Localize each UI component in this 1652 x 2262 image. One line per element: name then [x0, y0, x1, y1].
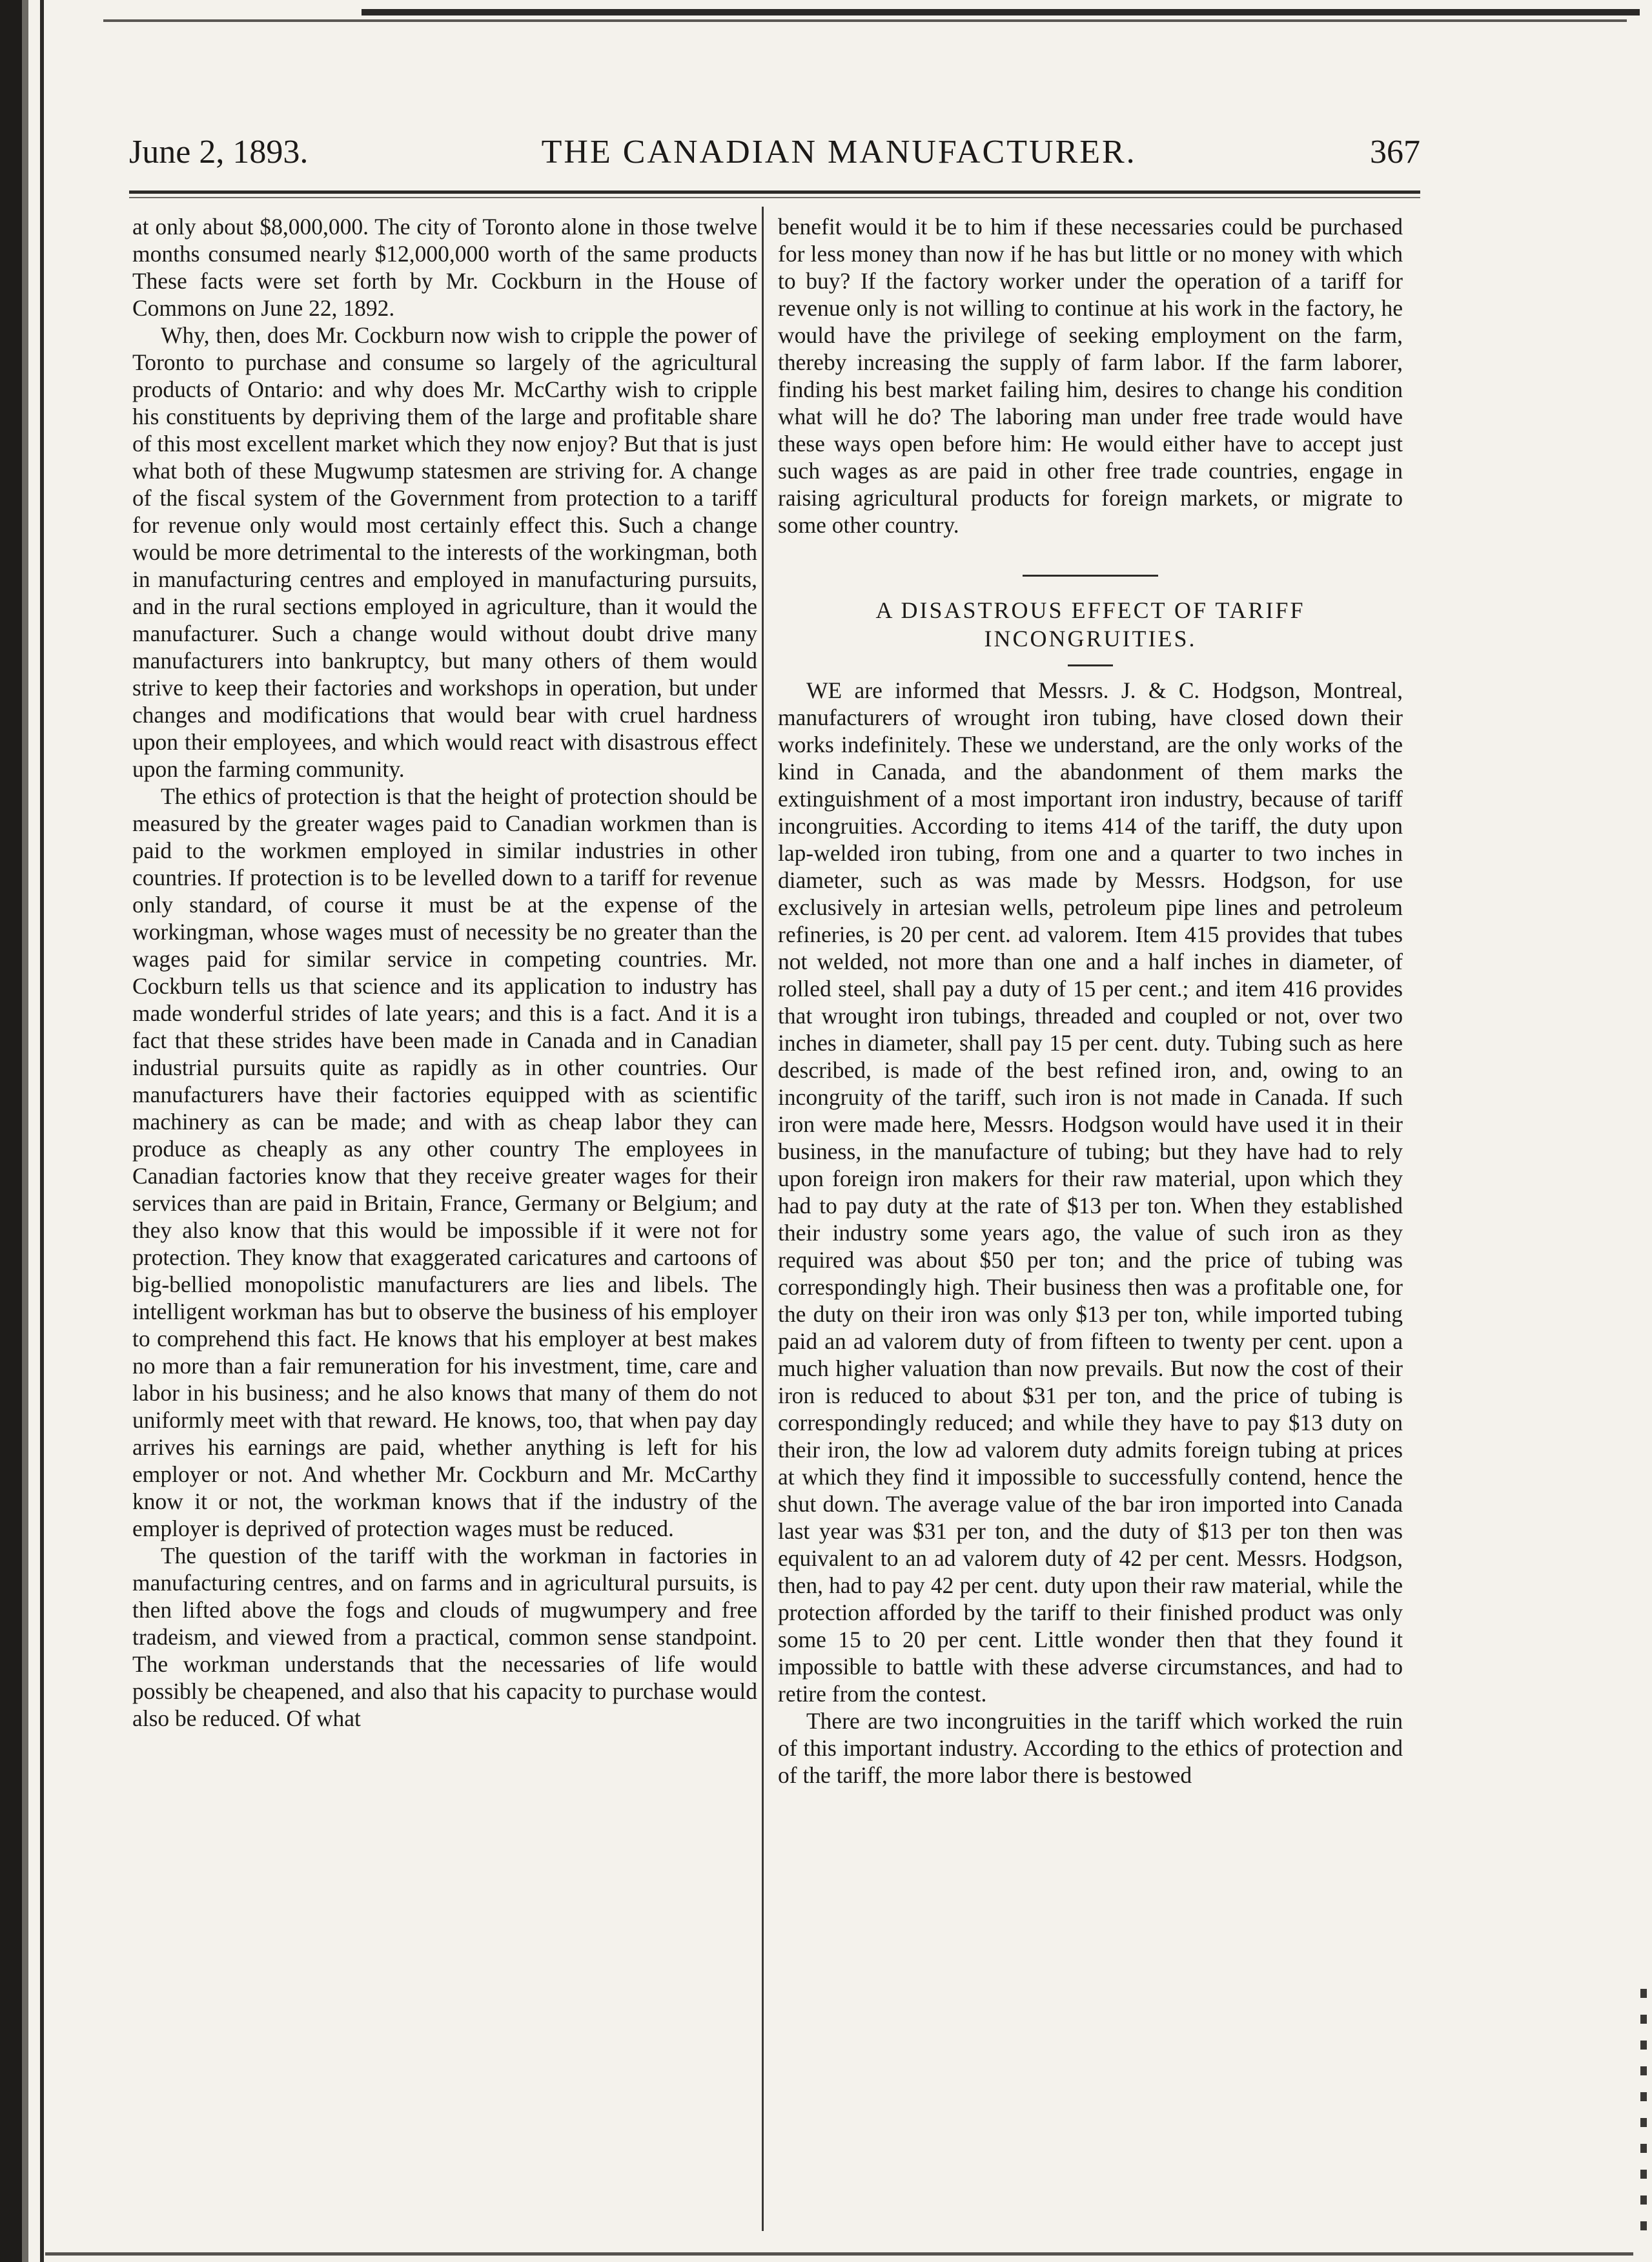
header-rule	[129, 190, 1420, 194]
publication-title: THE CANADIAN MANUFACTURER.	[541, 133, 1137, 170]
margin-rule	[40, 0, 44, 2262]
page-header	[129, 126, 1420, 178]
column-divider	[762, 207, 764, 2231]
page-number: 367	[1370, 133, 1420, 170]
right-column	[778, 213, 1403, 1789]
paragraph: The ethics of protection is that the height of protection should be measured by the greater wages paid to Canadian workmen than is paid to the workmen employed in similar industries in other countries. If protection is to be levelled down to a tariff for revenue only standard, of course it must be at the expense of the workingman, whose wages must of necessity be no greater than the wages paid for similar service in competing countries. Mr. Cockburn tells us that science and its application to industry has made wonderful strides of late years; and this is a fact. And it is a fact that these strides have been made in Canada and in Canadian industrial pursuits quite as rapidly as in other countries. Our manufacturers have their factories equipped with as scientific machinery as can be made; and with as cheap labor they can produce as cheaply as any other country The employees in Canadian factories know that they receive greater wages for their services than are paid in Britain, France, Germany or Belgium; and they also know that this would be impossible if it were not for protection. They know that exaggerated caricatures and cartoons of big-bellied monopolistic manufacturers are lies and libels. The intelligent workman has but to observe the business of his employer to comprehend this fact. He knows that his employer at best makes no more than a fair remuneration for his investment, time, care and labor in his business; and he also knows that many of them do not uniformly meet with that reward. He knows, too, that when pay day arrives his earnings are paid, whether anything is left for his employer or not. And whether Mr. Cockburn and Mr. McCarthy know it or not, the workman knows that if the industry of the employer is deprived of protection wages must be reduced.	[132, 783, 757, 1541]
paragraph: There are two incongruities in the tariff which worked the ruin of this important industry. According to the ethics of protection and of the tariff, the more labor there is bestowed	[778, 1708, 1403, 1788]
paragraph: The question of the tariff with the workman in factories in manufacturing centres, and on farms and in agricultural pursuits, is then lifted above the fogs and clouds of mugwumpery and free tradeism, and viewed from a practical, common sense standpoint. The workman understands that the necessaries of life would possibly be cheapened, and also that his capacity to purchase would also be reduced. Of what	[132, 1543, 757, 1731]
section-divider	[1023, 575, 1158, 577]
binding-shadow	[22, 0, 28, 2262]
paragraph: Why, then, does Mr. Cockburn now wish to cripple the power of Toronto to purchase and consume so largely of the agricultural products of Ontario: and why does Mr. McCarthy wish to cripple his constituents by depriving them of the large and profitable share of this most excellent market which they now enjoy? But that is just what both of these Mugwump statesmen are striving for. A change of the fiscal system of the Government from protection to a tariff for revenue only would most certainly effect this. Such a change would be more detrimental to the interests of the workingman, both in manufacturing centres and employed in manufacturing pursuits, and in the rural sections employed in agriculture, than it would the manufacturer. Such a change would without doubt drive many manufacturers into bankruptcy, but many others of them would strive to keep their factories and workshops in operation, but under changes and modifications that would bear with cruel hardness upon their employees, and which would react with disastrous effect upon the farming community.	[132, 322, 757, 782]
article-headline: A DISASTROUS EFFECT OF TARIFF INCONGRUITIES.	[875, 597, 1305, 652]
header-rule-thin	[129, 197, 1420, 198]
binding-edge	[0, 0, 22, 2262]
paragraph: benefit would it be to him if these necessaries could be purchased for less money than now if he has but little or no money with which to buy? If the factory worker under the operation of a tariff for revenue only is not willing to continue at his work in the factory, he would have the privilege of seeking employment on the farm, thereby increasing the supply of farm labor. If the farm laborer, finding his best market failing him, desires to change his condition what will he do? The laboring man under free trade would have these ways open before him: He would either have to accept just such wages as are paid in other free trade countries, engage in raising agricultural products for foreign markets, or migrate to some other country.	[778, 214, 1403, 538]
scan-artifact-right	[1640, 1989, 1647, 2234]
issue-date: June 2, 1893.	[129, 133, 309, 170]
paragraph: WE are informed that Messrs. J. & C. Hodgson, Montreal, manufacturers of wrought iron tubing, have closed down their works indefinitely. These we understand, are the only works of the kind in Canada, and the abandonment of them marks the extinguishment of a most important iron industry, because of tariff incongruities. According to items 414 of the tariff, the duty upon lap-welded iron tubing, from one and a quarter to two inches in diameter, such as was made by Messrs. Hodgson, for use exclusively in artesian wells, petroleum pipe lines and petroleum refineries, is 20 per cent. ad valorem. Item 415 provides that tubes not welded, not more than one and a half inches in diameter, of rolled steel, shall pay a duty of 15 per cent.; and item 416 provides that wrought iron tubings, threaded and coupled or not, over two inches in diameter, shall pay 15 per cent. duty. Tubing such as here described, is made of the best refined iron, and, owing to an incongruity of the tariff, such iron is not made in Canada. If such iron were made here, Messrs. Hodgson would have used it in their business, in the manufacture of tubing; but they have had to rely upon foreign iron makers for their raw material, upon which they had to pay duty at the rate of $13 per ton. When they established their industry some years ago, the value of such iron as they required was about $50 per ton; and the price of tubing was correspondingly high. Their business then was a profitable one, for the duty on their iron was only $13 per ton, while imported tubing paid an ad valorem duty of from fifteen to twenty per cent. upon a much higher valuation than now prevails. But now the cost of their iron is reduced to about $31 per ton, and the price of tubing is correspondingly reduced; and while they have to pay $13 duty on their iron, the low ad valorem duty admits foreign tubing at prices at which they find it impossible to successfully contend, hence the shut down. The average value of the bar iron imported into Canada last year was $31 per ton, and the duty of $13 per ton then was equivalent to an ad valorem duty of 42 per cent. Messrs. Hodgson, then, had to pay 42 per cent. duty upon their raw material, while the protection afforded by the tariff to their finished product was only some 15 to 20 per cent. Little wonder then that they found it impossible to battle with these adverse circumstances, and had to retire from the contest.	[778, 677, 1403, 1707]
paragraph: at only about $8,000,000. The city of Toronto alone in those twelve months consumed nearly $12,000,000 worth of the same products These facts were set forth by Mr. Cockburn in the House of Commons on June 22, 1892.	[132, 214, 757, 321]
scan-artifact-top-thin	[103, 19, 1627, 22]
headline-dash	[1068, 664, 1113, 666]
left-column	[132, 213, 757, 1732]
scan-artifact-top	[362, 9, 1640, 15]
scan-artifact-bottom	[45, 2252, 1633, 2256]
